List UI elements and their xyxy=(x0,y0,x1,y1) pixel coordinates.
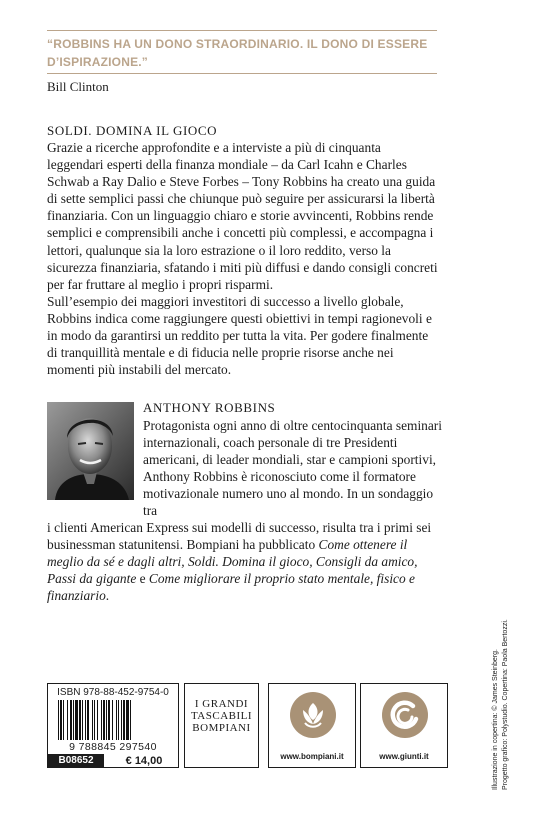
giunti-logo-icon xyxy=(382,692,428,738)
series-line-1: I GRANDI xyxy=(194,698,249,710)
bompiani-logo-icon xyxy=(290,692,336,738)
author-last-book: Come migliorare il proprio stato mentale, fisico e finanziario xyxy=(47,571,415,604)
quote-line-1: “ROBBINS HA UN DONO STRAORDINARIO. IL DONO DI ESSERE xyxy=(47,37,428,51)
blurb-text xyxy=(47,139,439,378)
quote-line-2: D’ISPIRAZIONE.” xyxy=(47,55,149,69)
series-name xyxy=(185,698,258,734)
bompiani-url: www.bompiani.it xyxy=(280,752,344,761)
author-bio-top: Protagonista ogni anno di oltre centocinquanta seminari internazionali, coach personale di tre Presidenti americani, di leader mondiali, star e campioni sportivi, Anthony Robbins è riconosciuto come il formatore motivazionale numero uno al mondo. In un sondaggio tra xyxy=(143,418,442,519)
credits-line-1: Illustrazione in copertina: © James Steinberg. xyxy=(492,649,499,790)
series-line-2: TASCABILI xyxy=(190,710,253,722)
quote-author: Bill Clinton xyxy=(47,79,109,94)
author-books-conjunction: e xyxy=(136,571,149,587)
barcode-graphic xyxy=(58,700,170,740)
author-title: ANTHONY ROBBINS xyxy=(143,400,276,415)
cover-credits xyxy=(491,590,511,790)
credits-line-2: Progetto grafico: Polystudio. Copertina: Paola Bertozzi. xyxy=(501,619,509,790)
quote-block xyxy=(47,30,437,96)
barcode-box xyxy=(47,683,179,768)
author-bio-text: i clienti American Express sui modelli di successo, risulta tra i primi sei businessman statunitensi. Bompiani ha pubblicato xyxy=(47,520,432,553)
author-books-list: Come ottenere il meglio da sé e dagli altri, Soldi. Domina il gioco, Consigli da amico, Passi da gigante xyxy=(47,537,418,587)
quote-bottom-rule xyxy=(47,73,437,74)
author-portrait-image xyxy=(47,402,134,500)
price: € 14,00 xyxy=(125,755,163,767)
author-bio-bottom xyxy=(47,519,447,604)
barcode-digits: 9 788845 297540 xyxy=(69,741,157,753)
giunti-logo-box xyxy=(360,683,448,768)
quote-text xyxy=(47,31,437,73)
blurb-paragraph-2: Sull’esempio dei maggiori investitori di successo a livello globale, Robbins indica come raggiungere questi obiettivi in tempi ragionevoli e in modo da garantirsi un reddito per tutta la vita. Per godere finalmente di tranquillità mentale e di fiducia nelle proprie risorse anche nei momenti più instabili del mercato. xyxy=(47,293,432,378)
product-code: B08652 xyxy=(48,754,104,768)
blurb-title: SOLDI. DOMINA IL GIOCO xyxy=(47,123,218,138)
isbn-label: ISBN 978-88-452-9754-0 xyxy=(57,687,169,698)
blurb-paragraph-1: Grazie a ricerche approfondite e a interviste a più di cinquanta leggendari esperti della finanza mondiale – da Carl Icahn e Charles Schwab a Ray Dalio e Steve Forbes – Tony Robbins ha creato una guida di sette semplici passi che chiunque può seguire per assicurarsi la libertà finanziaria. Con un linguaggio chiaro e storie avvincenti, Robbins rende semplici e comprensibili anche i concetti più complessi, e accompagna i lettori, qualunque sia la loro estrazione o il loro reddito, verso la sicurezza finanziaria, sfatando i miti più diffusi e dando consigli concreti per far fruttare al meglio i propri risparmi. xyxy=(47,140,438,292)
bompiani-logo-box xyxy=(268,683,356,768)
series-box xyxy=(184,683,259,768)
author-books-end: . xyxy=(105,588,110,604)
giunti-url: www.giunti.it xyxy=(379,752,429,761)
author-portrait xyxy=(47,402,134,500)
series-line-3: BOMPIANI xyxy=(192,722,251,734)
